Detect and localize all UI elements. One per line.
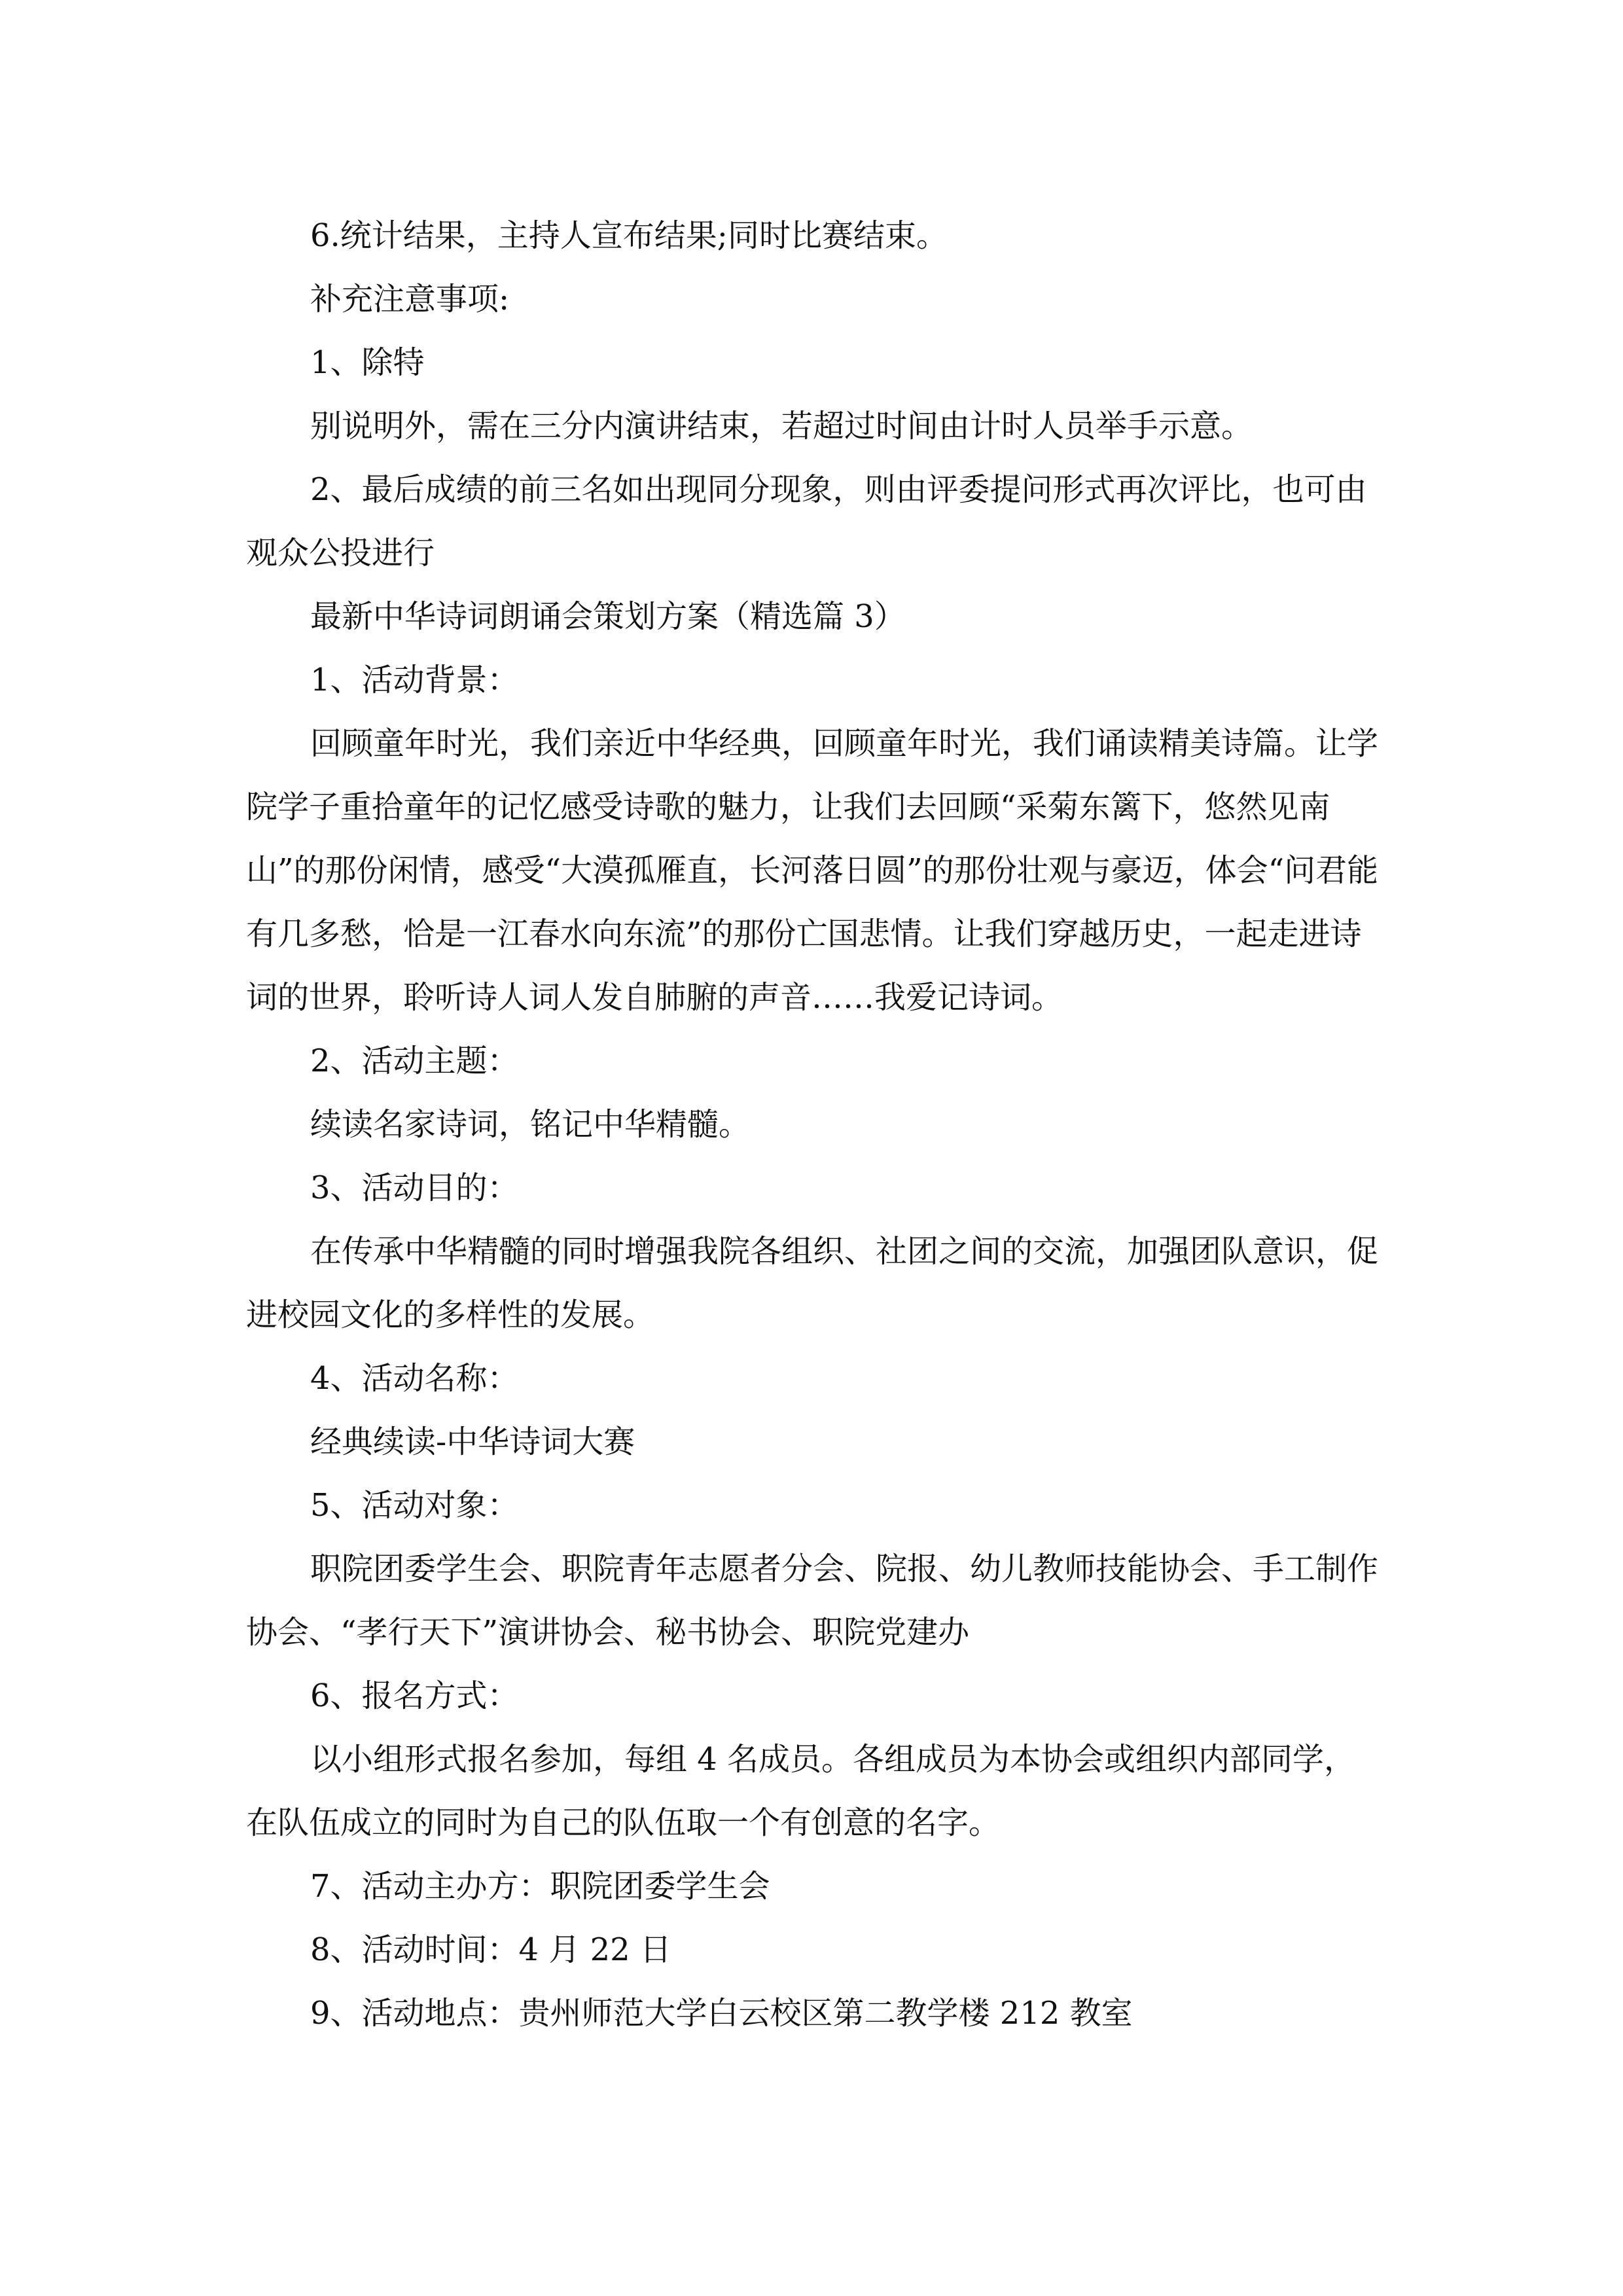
paragraph-11: 3、活动目的： xyxy=(310,1170,519,1206)
paragraph-19: 7、活动主办方：职院团委学生会 xyxy=(310,1868,770,1905)
paragraph-4: 别说明外，需在三分内演讲结束，若超过时间由计时人员举手示意。 xyxy=(310,408,1253,444)
paragraph-14: 经典续读-中华诗词大赛 xyxy=(310,1424,635,1460)
paragraph-2: 补充注意事项: xyxy=(310,281,510,317)
paragraph-5: 2、最后成绩的前三名如出现同分现象，则由评委提问形式再次评比，也可由观众公投进行 xyxy=(246,471,1367,571)
paragraph-12: 在传承中华精髓的同时增强我院各组织、社团之间的交流，加强团队意识，促进校园文化的多样性的发展。 xyxy=(246,1233,1379,1333)
paragraph-15: 5、活动对象： xyxy=(310,1487,519,1524)
document-body xyxy=(246,204,1385,2045)
paragraph-10: 续读名家诗词，铭记中华精髓。 xyxy=(310,1106,751,1143)
paragraph-18: 以小组形式报名参加，每组 4 名成员。各组成员为本协会或组织内部同学，在队伍成立的同时为自己的队伍取一个有创意的名字。 xyxy=(246,1741,1356,1841)
paragraph-21: 9、活动地点：贵州师范大学白云校区第二教学楼 212 教室 xyxy=(310,1995,1133,2032)
paragraph-20: 8、活动时间：4 月 22 日 xyxy=(310,1931,671,1968)
paragraph-9: 2、活动主题： xyxy=(310,1043,519,1079)
paragraph-3: 1、除特 xyxy=(310,344,425,381)
paragraph-7: 1、活动背景： xyxy=(310,662,519,698)
paragraph-1: 6.统计结果，主持人宣布结果;同时比赛结束。 xyxy=(310,217,948,254)
paragraph-16: 职院团委学生会、职院青年志愿者分会、院报、幼儿教师技能协会、手工制作协会、“孝行天下”演讲协会、秘书协会、职院党建办 xyxy=(246,1551,1379,1651)
paragraph-17: 6、报名方式： xyxy=(310,1677,519,1714)
paragraph-8: 回顾童年时光，我们亲近中华经典，回顾童年时光，我们诵读精美诗篇。让学院学子重拾童年的记忆感受诗歌的魅力，让我们去回顾“采菊东篱下，悠然见南山”的那份闲情，感受“大漠孤雁直，长河落日圆”的那份壮观与豪迈，体会“问君能有几多愁，恰是一江春水向东流”的那份亡国悲情。让我们穿越历史，一起走进诗词的世界，聆听诗人词人发自肺腑的声音……我爱记诗词。 xyxy=(246,725,1379,1016)
paragraph-13: 4、活动名称： xyxy=(310,1360,519,1397)
section-heading: 最新中华诗词朗诵会策划方案（精选篇 3） xyxy=(310,598,906,635)
